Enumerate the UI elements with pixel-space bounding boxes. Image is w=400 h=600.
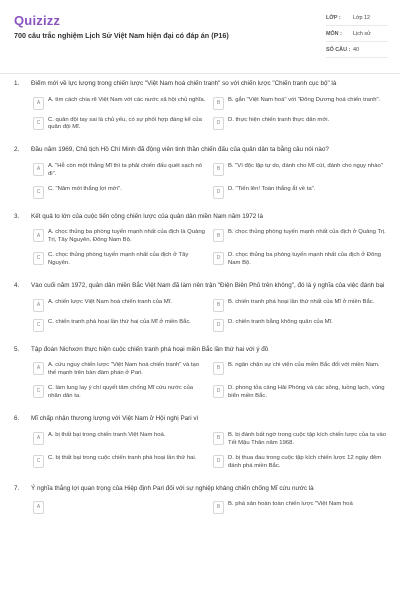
option-text: D. thực hiện chiến tranh thực dân mới. bbox=[228, 116, 330, 123]
question-number: 5. bbox=[14, 345, 20, 353]
option-letter-badge: C bbox=[33, 385, 44, 398]
answer-option[interactable] bbox=[213, 162, 387, 179]
document-header bbox=[0, 0, 400, 74]
question-number: 1. bbox=[14, 80, 20, 87]
answer-option[interactable] bbox=[33, 298, 207, 312]
option-text: D. bị thua đau trong cuộc tập kích chiến lược 12 ngày đêm đánh phá miền Bắc. bbox=[228, 454, 382, 469]
option-letter-badge: B bbox=[213, 432, 224, 445]
answer-option[interactable] bbox=[33, 116, 207, 133]
option-text: C. bị thất bại trong cuộc chiến tranh phá hoại lần thứ hai. bbox=[48, 454, 197, 461]
meta-row-class bbox=[326, 12, 388, 26]
answer-option[interactable] bbox=[33, 431, 207, 448]
option-letter-badge: D bbox=[213, 385, 224, 398]
answer-option[interactable] bbox=[33, 384, 207, 401]
answer-option[interactable] bbox=[213, 454, 387, 471]
question-item bbox=[0, 415, 400, 470]
option-letter-badge: D bbox=[213, 252, 224, 265]
question-number: 6. bbox=[14, 415, 20, 423]
answer-option[interactable] bbox=[213, 116, 387, 133]
option-text: D. chọc thủng ba phòng tuyến mạnh nhất của địch ở Đông Nam Bộ. bbox=[228, 252, 381, 267]
answer-option[interactable] bbox=[213, 384, 387, 401]
option-letter-badge: B bbox=[213, 299, 224, 312]
answer-option[interactable] bbox=[33, 251, 207, 268]
answer-option[interactable] bbox=[213, 431, 387, 448]
question-number: 2. bbox=[14, 146, 20, 154]
option-letter-badge: B bbox=[213, 163, 224, 176]
option-letter-badge: A bbox=[33, 299, 44, 312]
meta-value: Lớp 12 bbox=[353, 14, 371, 21]
option-text: C. quân đội tay sai là chủ yếu, có sự phối hợp đáng kể của quân đội Mĩ. bbox=[48, 116, 202, 131]
option-text: B. bị đánh bất ngờ trong cuộc tập kích chiến lược của ta vào Tết Mậu Thân năm 1968. bbox=[228, 431, 387, 446]
option-letter-badge: A bbox=[33, 163, 44, 176]
option-letter-badge: C bbox=[33, 186, 44, 199]
option-letter-badge: B bbox=[213, 229, 224, 242]
answer-option[interactable] bbox=[213, 251, 387, 268]
question-text: Điểm mới về lực lượng trong chiến lược "Việt Nam hoá chiến tranh" so với chiến lược "Chiến tranh cục bộ" là bbox=[31, 80, 337, 87]
meta-row-subject bbox=[326, 28, 388, 42]
option-text: A. cứu nguy chiến lược "Việt Nam hoá chiến tranh" và tạo thế mạnh trên bàn đàm phán ở Pari. bbox=[48, 362, 200, 377]
option-text: B. phá sản hoàn toàn chiến lược "Việt Nam hoá bbox=[228, 501, 353, 507]
option-text: D. chiến tranh bằng không quân của Mĩ. bbox=[228, 318, 333, 325]
meta-label: MÔN : bbox=[326, 30, 342, 37]
answer-option[interactable] bbox=[33, 162, 207, 179]
option-letter-badge: D bbox=[213, 117, 224, 130]
meta-row-count bbox=[326, 44, 388, 58]
option-text: A. chiến lược Việt Nam hoá chiến tranh của Mĩ. bbox=[48, 298, 172, 305]
option-text: C. làm lung lay ý chí quyết tâm chống Mĩ cứu nước của nhân dân ta. bbox=[48, 385, 194, 400]
question-list bbox=[0, 80, 400, 600]
answer-option[interactable] bbox=[33, 454, 207, 471]
option-text: D. phong tỏa cảng Hải Phòng và các sông, luồng lạch, vùng biển miền Bắc. bbox=[228, 385, 385, 400]
option-text: C. chiến tranh phá hoại lần thứ hai của Mĩ ở miền Bắc. bbox=[48, 318, 192, 325]
meta-value: Lịch sử bbox=[353, 30, 371, 37]
quizizz-logo: Quizizz bbox=[14, 13, 61, 28]
meta-value: 40 bbox=[353, 46, 359, 53]
answer-option[interactable] bbox=[213, 228, 387, 245]
answer-option[interactable] bbox=[33, 228, 207, 245]
meta-label: LỚP : bbox=[326, 14, 341, 21]
answer-option[interactable] bbox=[213, 318, 387, 332]
question-number: 7. bbox=[14, 484, 20, 492]
question-item bbox=[0, 146, 400, 198]
option-letter-badge: B bbox=[213, 97, 224, 110]
option-letter-badge: A bbox=[33, 97, 44, 110]
answer-option[interactable] bbox=[213, 185, 387, 199]
option-letter-badge: D bbox=[213, 455, 224, 468]
question-text: Mĩ chấp nhận thương lượng với Việt Nam ở Hội nghị Pari vì bbox=[31, 415, 199, 423]
meta-label: SỐ CÂU : bbox=[326, 46, 351, 53]
option-text: A. "Hễ còn một thằng Mĩ thì ta phải chiến đấu quét sạch nó đi". bbox=[48, 162, 203, 177]
option-letter-badge: C bbox=[33, 455, 44, 468]
answer-option[interactable] bbox=[213, 96, 387, 110]
meta-info bbox=[326, 12, 388, 60]
answer-option[interactable] bbox=[213, 500, 387, 514]
question-text: Đầu năm 1969, Chủ tịch Hồ Chí Minh đã động viên tinh thần chiến đấu của quân dân ta bằng câu nói nào? bbox=[31, 146, 329, 154]
question-number: 3. bbox=[14, 212, 20, 220]
option-letter-badge: C bbox=[33, 252, 44, 265]
option-letter-badge: D bbox=[213, 186, 224, 199]
question-text: Kết quả to lớn của cuộc tiến công chiến lược của quân dân miền Nam năm 1972 là bbox=[31, 212, 263, 220]
page-title: 700 câu trắc nghiệm Lịch Sử Việt Nam hiện đại có đáp án (P16) bbox=[14, 31, 229, 40]
option-text: B. ngăn chặn sự chi viện của miền Bắc đối với miền Nam. bbox=[228, 362, 380, 369]
option-text: C. "Năm mới thắng lợi mới". bbox=[48, 185, 122, 192]
option-text: B. gắn "Việt Nam hoá" với "Đông Dương hoá chiến tranh". bbox=[228, 96, 381, 103]
question-item bbox=[0, 213, 400, 268]
option-letter-badge: B bbox=[213, 362, 224, 375]
option-text: A. chọc thủng ba phòng tuyến mạnh nhất của địch là Quảng Trị, Tây Nguyên, Đông Nam Bộ. bbox=[48, 229, 205, 244]
question-number: 4. bbox=[14, 282, 20, 290]
option-letter-badge: A bbox=[33, 501, 44, 514]
option-letter-badge: A bbox=[33, 229, 44, 242]
option-text: D. "Tiến lên! Toàn thắng ắt về ta". bbox=[228, 185, 316, 192]
answer-option[interactable] bbox=[213, 298, 387, 312]
question-text: Vào cuối năm 1972, quân dân miền Bắc Việt Nam đã làm nên trận "Điện Biên Phủ trên không", đó là ý nghĩa của việc đánh bại bbox=[31, 282, 385, 290]
answer-option[interactable] bbox=[213, 361, 387, 378]
option-letter-badge: A bbox=[33, 362, 44, 375]
question-item bbox=[0, 346, 400, 401]
answer-option[interactable] bbox=[33, 96, 207, 110]
answer-option[interactable] bbox=[33, 361, 207, 378]
answer-option[interactable] bbox=[33, 500, 207, 514]
option-text: B. chiến tranh phá hoại lần thứ nhất của Mĩ ở miền Bắc. bbox=[228, 298, 375, 305]
option-letter-badge: B bbox=[213, 501, 224, 514]
question-item bbox=[0, 80, 400, 132]
question-text: Tập đoàn Nichxơn thực hiện cuộc chiến tranh phá hoại miền Bắc lần thứ hai với ý đồ bbox=[31, 345, 269, 353]
option-text: A. tìm cách chia rẽ Việt Nam với các nước xã hội chủ nghĩa. bbox=[48, 96, 206, 103]
option-text: B. chọc thủng phòng tuyến mạnh nhất của địch ở Quảng Trị. bbox=[228, 229, 386, 236]
option-letter-badge: D bbox=[213, 319, 224, 332]
question-text: Ý nghĩa thắng lợi quan trọng của Hiệp định Pari đối với sự nghiệp kháng chiến chống Mĩ cứu nước là bbox=[31, 484, 314, 492]
option-text: C. chọc thủng phòng tuyến mạnh nhất của địch ở Tây Nguyên. bbox=[48, 252, 189, 267]
question-item bbox=[0, 282, 400, 332]
option-letter-badge: A bbox=[33, 432, 44, 445]
option-letter-badge: C bbox=[33, 319, 44, 332]
option-text: A. bị thất bại trong chiến tranh Việt Nam hoá. bbox=[48, 431, 166, 438]
question-item bbox=[0, 485, 400, 515]
option-text: B. "Vì độc lập tự do, đánh cho Mĩ cút, đánh cho ngụy nhào" bbox=[228, 162, 383, 169]
answer-option[interactable] bbox=[33, 185, 207, 199]
answer-option[interactable] bbox=[33, 318, 207, 332]
option-letter-badge: C bbox=[33, 117, 44, 130]
